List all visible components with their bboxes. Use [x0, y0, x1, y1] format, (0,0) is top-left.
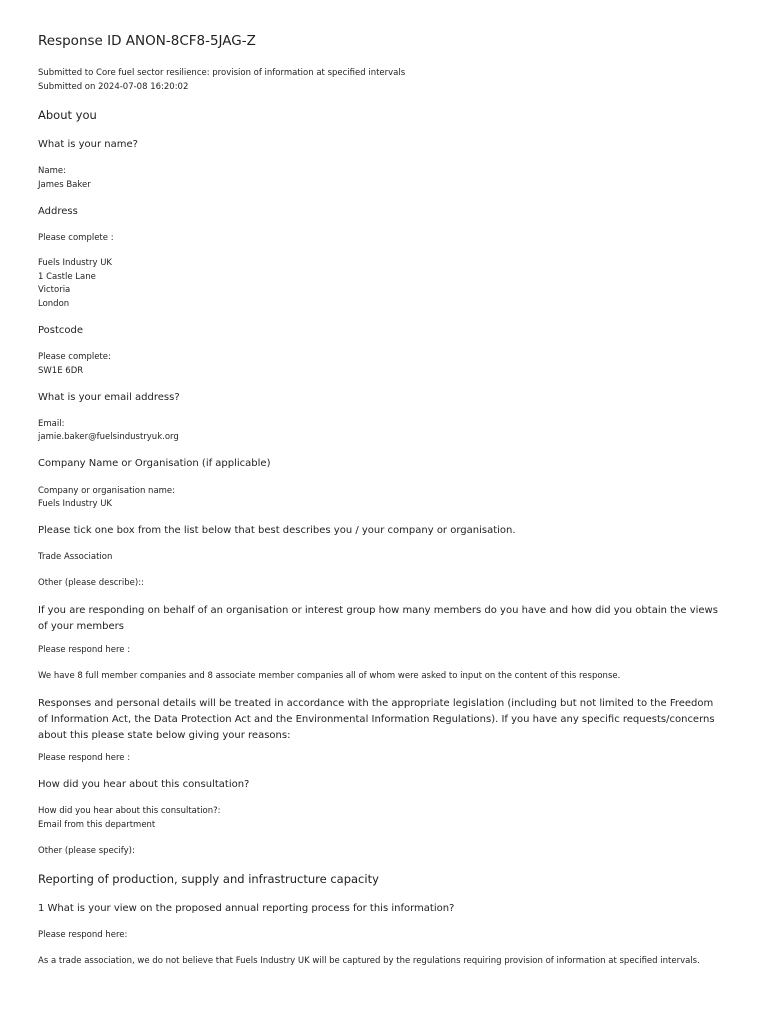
- question-1: 1 What is your view on the proposed annual reporting process for this information?: [38, 903, 455, 914]
- address-line: Victoria: [38, 285, 71, 295]
- how-heard-label: How did you hear about this consultation?:: [38, 806, 221, 816]
- name-value: James Baker: [38, 180, 91, 190]
- submitted-to-text: Submitted to Core fuel sector resilience: provision of information at specified intervals: [38, 68, 406, 78]
- question-postcode: Postcode: [38, 325, 84, 336]
- organisation-type-other: Other (please describe)::: [38, 578, 144, 588]
- postcode-label: Please complete:: [38, 352, 111, 362]
- question-organisation-type: Please tick one box from the list below that best describes you / your company or organisation.: [38, 525, 516, 536]
- members-label: Please respond here :: [38, 645, 131, 655]
- question-privacy: Responses and personal details will be treated in accordance with the appropriate legislation (including but not limited to the Freedom of Information Act, the Data Protection Act and the Environmental Information Regulations). If you have any specific requests/concerns about this please state below giving your reasons:: [38, 698, 715, 741]
- submitted-on-text: Submitted on 2024-07-08 16:20:02: [38, 82, 189, 92]
- question-address: Address: [38, 206, 78, 217]
- question-email: What is your email address?: [38, 392, 180, 403]
- email-label: Email:: [38, 419, 65, 429]
- members-response: We have 8 full member companies and 8 associate member companies all of whom were asked to input on the content of this response.: [38, 671, 621, 681]
- organisation-type-value: Trade Association: [38, 552, 113, 562]
- question-how-heard: How did you hear about this consultation?: [38, 779, 250, 790]
- section-heading-about-you: About you: [38, 108, 97, 122]
- company-value: Fuels Industry UK: [38, 499, 112, 509]
- address-line: Fuels Industry UK: [38, 258, 112, 268]
- name-label: Name:: [38, 166, 66, 176]
- address-label: Please complete :: [38, 233, 114, 243]
- question-1-label: Please respond here:: [38, 930, 128, 940]
- how-heard-other: Other (please specify):: [38, 846, 135, 856]
- response-id-title: Response ID ANON-8CF8-5JAG-Z: [38, 33, 256, 49]
- question-name: What is your name?: [38, 139, 138, 150]
- question-company: Company Name or Organisation (if applicable): [38, 458, 271, 469]
- how-heard-value: Email from this department: [38, 820, 156, 830]
- section-heading-reporting: Reporting of production, supply and infrastructure capacity: [38, 872, 379, 886]
- postcode-value: SW1E 6DR: [38, 366, 84, 376]
- address-line: 1 Castle Lane: [38, 272, 96, 282]
- address-line: London: [38, 299, 70, 309]
- company-label: Company or organisation name:: [38, 486, 176, 496]
- privacy-label: Please respond here :: [38, 753, 131, 763]
- question-1-response: As a trade association, we do not believe that Fuels Industry UK will be captured by the regulations requiring provision of information at specified intervals.: [38, 956, 700, 966]
- question-members: If you are responding on behalf of an organisation or interest group how many members do you have and how did you obtain the views of your members: [38, 605, 718, 632]
- email-value: jamie.baker@fuelsindustryuk.org: [38, 432, 179, 442]
